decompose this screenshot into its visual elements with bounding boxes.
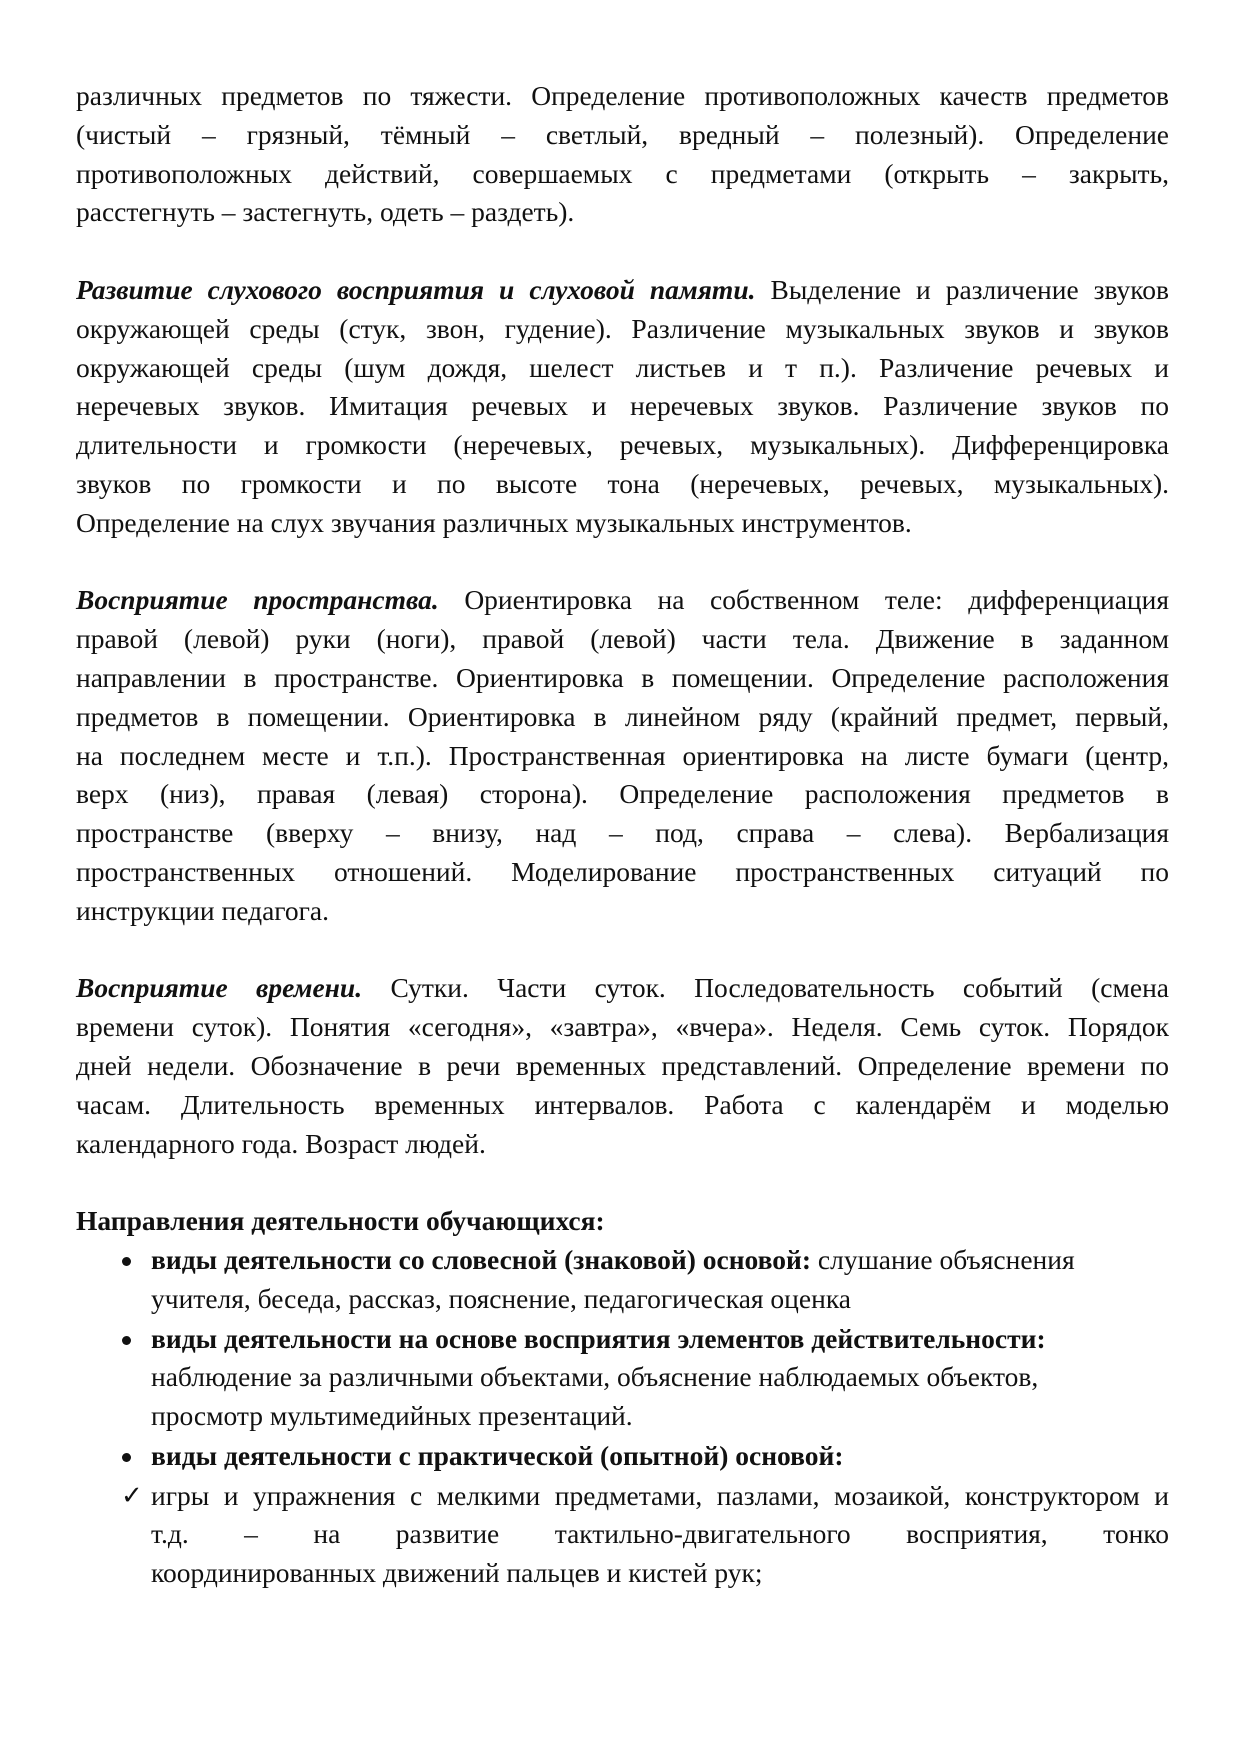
text-line xyxy=(151,1280,1169,1319)
text-line xyxy=(76,1125,1169,1164)
text-line xyxy=(76,465,1169,504)
line-text: предметов в помещении. Ориентировка в линейном ряду (крайний предмет, первый, xyxy=(76,700,1169,732)
paragraph xyxy=(76,969,1169,1163)
line-text: различных предметов по тяжести. Определение противоположных качеств предметов xyxy=(76,80,1169,111)
checkmark-icon: ✓ xyxy=(121,1480,143,1510)
text-line xyxy=(76,659,1169,698)
line-text: слушание объяснения xyxy=(811,1243,1075,1275)
paragraph xyxy=(76,581,1169,930)
item-title: виды деятельности с практической (опытной) основой: xyxy=(151,1439,844,1471)
text-line xyxy=(151,1554,1169,1593)
line-text: наблюдение за различными объектами, объяснение наблюдаемых объектов, xyxy=(151,1361,1039,1393)
line-text: календарного года. Возраст людей. xyxy=(76,1127,486,1159)
text-line xyxy=(76,969,1169,1008)
text-line xyxy=(151,1397,1169,1436)
line-text: инструкции педагога. xyxy=(76,894,329,926)
text-line xyxy=(76,814,1169,853)
list-item xyxy=(76,1437,1169,1476)
line-text: пространстве (вверху – внизу, над – под, справа – слева). Вербализация xyxy=(76,817,1169,849)
paragraph xyxy=(76,77,1169,232)
text-line xyxy=(76,193,1169,232)
text-line xyxy=(76,155,1169,194)
line-text: Сутки. Части суток. Последовательность событий (смена xyxy=(362,972,1169,1004)
line-text: правой (левой) руки (ноги), правой (левой) части тела. Движение в заданном xyxy=(76,623,1169,655)
line-text: противоположных действий, совершаемых с предметами (открыть – закрыть, xyxy=(76,157,1169,189)
list-item xyxy=(76,1320,1169,1436)
line-text: верх (низ), правая (левая) сторона). Определение расположения предметов в xyxy=(76,778,1169,810)
line-text: просмотр мультимедийных презентаций. xyxy=(151,1400,633,1432)
text-line xyxy=(76,349,1169,388)
line-text: (чистый – грязный, тёмный – светлый, вредный – полезный). Определение xyxy=(76,118,1169,150)
line-text: часам. Длительность временных интервалов. Работа с календарём и моделью xyxy=(76,1088,1169,1120)
line-text: длительности и громкости (неречевых, речевых, музыкальных). Дифференцировка xyxy=(76,429,1169,461)
text-line xyxy=(76,698,1169,737)
text-line xyxy=(76,853,1169,892)
text-line xyxy=(151,1437,1169,1476)
text-line xyxy=(76,775,1169,814)
item-title: виды деятельности со словесной (знаковой) основой: xyxy=(151,1243,812,1275)
text-line xyxy=(76,581,1169,620)
line-text: расстегнуть – застегнуть, одеть – раздеть). xyxy=(76,196,575,228)
activities-list xyxy=(76,1241,1169,1593)
line-text: времени суток). Понятия «сегодня», «завтра», «вчера». Неделя. Семь суток. Порядок xyxy=(76,1011,1169,1043)
text-line xyxy=(76,310,1169,349)
paragraph xyxy=(76,271,1169,543)
text-line xyxy=(76,116,1169,155)
text-line xyxy=(151,1477,1169,1516)
list-item xyxy=(76,1477,1169,1593)
section-title: Развитие слухового восприятия и слуховой памяти. xyxy=(76,273,756,305)
text-line xyxy=(76,1047,1169,1086)
text-line xyxy=(76,77,1169,116)
line-text: игры и упражнения с мелкими предметами, пазлами, мозаикой, конструктором и xyxy=(151,1479,1169,1511)
text-line xyxy=(76,426,1169,465)
line-text: учителя, беседа, рассказ, пояснение, педагогическая оценка xyxy=(151,1282,851,1314)
item-title: виды деятельности на основе восприятия элементов действительности: xyxy=(151,1322,1046,1354)
activities-heading: Направления деятельности обучающихся: xyxy=(76,1205,605,1237)
section-title: Восприятие пространства. xyxy=(76,584,439,616)
section-title: Восприятие времени. xyxy=(76,972,363,1004)
text-line xyxy=(76,504,1169,543)
line-text: неречевых звуков. Имитация речевых и неречевых звуков. Различение звуков по xyxy=(76,390,1169,422)
text-line xyxy=(151,1241,1169,1280)
line-text: т.д. – на развитие тактильно-двигательного восприятия, тонко xyxy=(151,1518,1169,1550)
text-line xyxy=(151,1320,1169,1359)
line-text: направлении в пространстве. Ориентировка в помещении. Определение расположения xyxy=(76,661,1169,693)
text-line xyxy=(76,1086,1169,1125)
text-line xyxy=(76,387,1169,426)
text-line xyxy=(76,892,1169,931)
line-text: окружающей среды (стук, звон, гудение). Различение музыкальных звуков и звуков xyxy=(76,312,1169,344)
text-line xyxy=(151,1515,1169,1554)
line-text: Ориентировка на собственном теле: дифференциация xyxy=(438,584,1169,616)
line-text: пространственных отношений. Моделирование пространственных ситуаций по xyxy=(76,855,1169,887)
document-page xyxy=(76,77,1169,1594)
line-text: координированных движений пальцев и кистей рук; xyxy=(151,1557,763,1589)
text-line xyxy=(76,737,1169,776)
text-line xyxy=(76,1008,1169,1047)
line-text: Выделение и различение звуков xyxy=(755,273,1169,305)
line-text: окружающей среды (шум дождя, шелест листьев и т п.). Различение речевых и xyxy=(76,351,1169,383)
list-item xyxy=(76,1241,1169,1319)
line-text: звуков по громкости и по высоте тона (неречевых, речевых, музыкальных). xyxy=(76,467,1169,499)
text-line xyxy=(76,271,1169,310)
line-text: Определение на слух звучания различных музыкальных инструментов. xyxy=(76,506,912,538)
body-text xyxy=(76,77,1169,1163)
text-line xyxy=(151,1358,1169,1397)
line-text: на последнем месте и т.п.). Пространственная ориентировка на листе бумаги (центр, xyxy=(76,739,1169,771)
line-text: дней недели. Обозначение в речи временных представлений. Определение времени по xyxy=(76,1049,1169,1081)
text-line xyxy=(76,620,1169,659)
